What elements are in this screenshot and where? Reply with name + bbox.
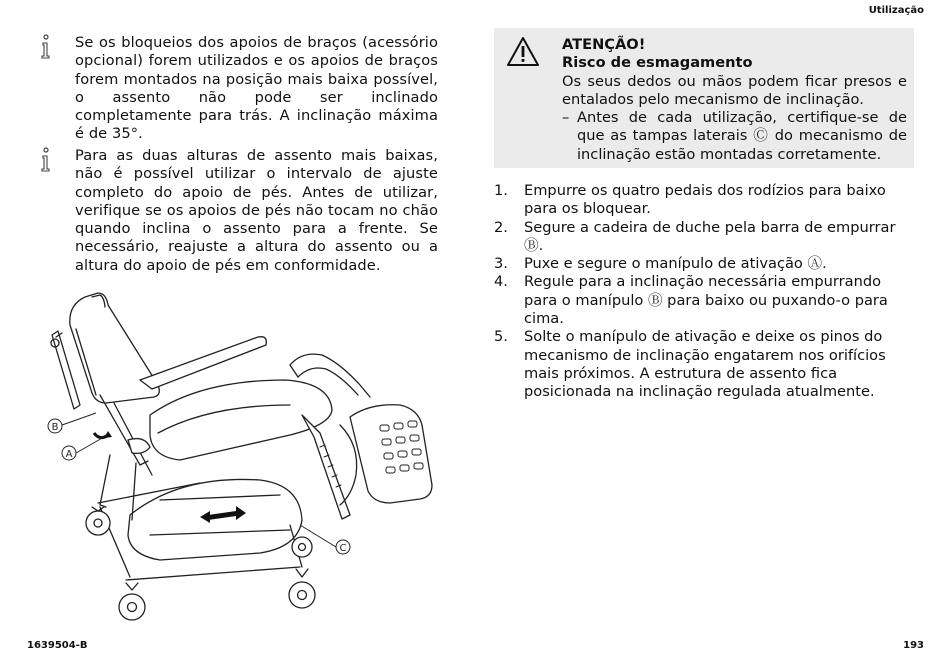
step-number: 2.: [494, 218, 508, 236]
bullet-dash: –: [562, 109, 570, 127]
step-item: [494, 182, 910, 219]
note-text: Para as duas alturas de assento mais baixas, não é possível utilizar o intervalo de ajuste completo do apoio de pés. Antes de utilizar, verifique se os apoios de pés não tocam no chão quando inclina o assento para a frente. Se necessário, reajuste a altura do assento ou a altura do apoio de pés em conformidade.: [75, 147, 438, 274]
section-header: Utilização: [868, 5, 924, 16]
step-text: Segure a cadeira de duche pela barra de empurrar Ⓑ.: [524, 218, 896, 254]
warning-title: ATENÇÃO!: [562, 36, 646, 53]
info-note-armrest: [38, 34, 438, 144]
step-item: [494, 273, 910, 328]
warning-box: [494, 28, 914, 168]
step-item: [494, 255, 910, 273]
shower-chair-illustration: [40, 285, 450, 630]
step-item: [494, 219, 910, 256]
warning-subtitle: Risco de esmagamento: [562, 54, 753, 72]
info-icon: [38, 34, 54, 60]
callout-b-text: B: [51, 422, 59, 433]
document-number: 1639504-B: [27, 640, 88, 651]
step-text: Regule para a inclinação necessária empurrando para o manípulo Ⓑ para baixo ou puxando-o para cima.: [524, 273, 888, 328]
steps-list: [494, 182, 910, 402]
page-number: 193: [903, 640, 924, 651]
step-text: Empurre os quatro pedais dos rodízios para baixo para os bloquear.: [524, 182, 886, 218]
step-item: [494, 328, 910, 401]
callout-a-text: A: [65, 449, 73, 460]
info-note-footrest: [38, 147, 438, 275]
note-text: Se os bloqueios dos apoios de braços (acessório opcional) forem utilizados e os apoios de braços forem montados na posição mais baixa possível, o assento não pode ser inclinado completamente para trás. A inclinação máxima é de 35°.: [75, 34, 438, 143]
callout-a: [62, 446, 76, 460]
warning-bullet: [562, 109, 907, 164]
step-number: 5.: [494, 328, 508, 346]
step-text: Solte o manípulo de ativação e deixe os pinos do mecanismo de inclinação engatarem nos orifícios mais próximos. A estrutura de assento fica posicionada na inclinação regulada atualmente.: [524, 328, 886, 401]
callout-c: [336, 540, 350, 554]
step-number: 1.: [494, 182, 508, 199]
warning-text: Os seus dedos ou mãos podem ficar presos e entalados pelo mecanismo de inclinação.: [562, 72, 907, 108]
step-number: 3.: [494, 255, 508, 273]
warning-triangle-icon: [506, 36, 540, 67]
bullet-text: Antes de cada utilização, certifique-se de que as tampas laterais Ⓒ do mecanismo de inclinação estão montadas corretamente.: [577, 109, 907, 163]
callout-c-text: C: [339, 543, 347, 554]
info-icon: [38, 147, 54, 173]
step-text: Puxe e segure o manípulo de ativação Ⓐ.: [524, 255, 827, 273]
step-number: 4.: [494, 273, 508, 291]
callout-b: [48, 419, 62, 433]
